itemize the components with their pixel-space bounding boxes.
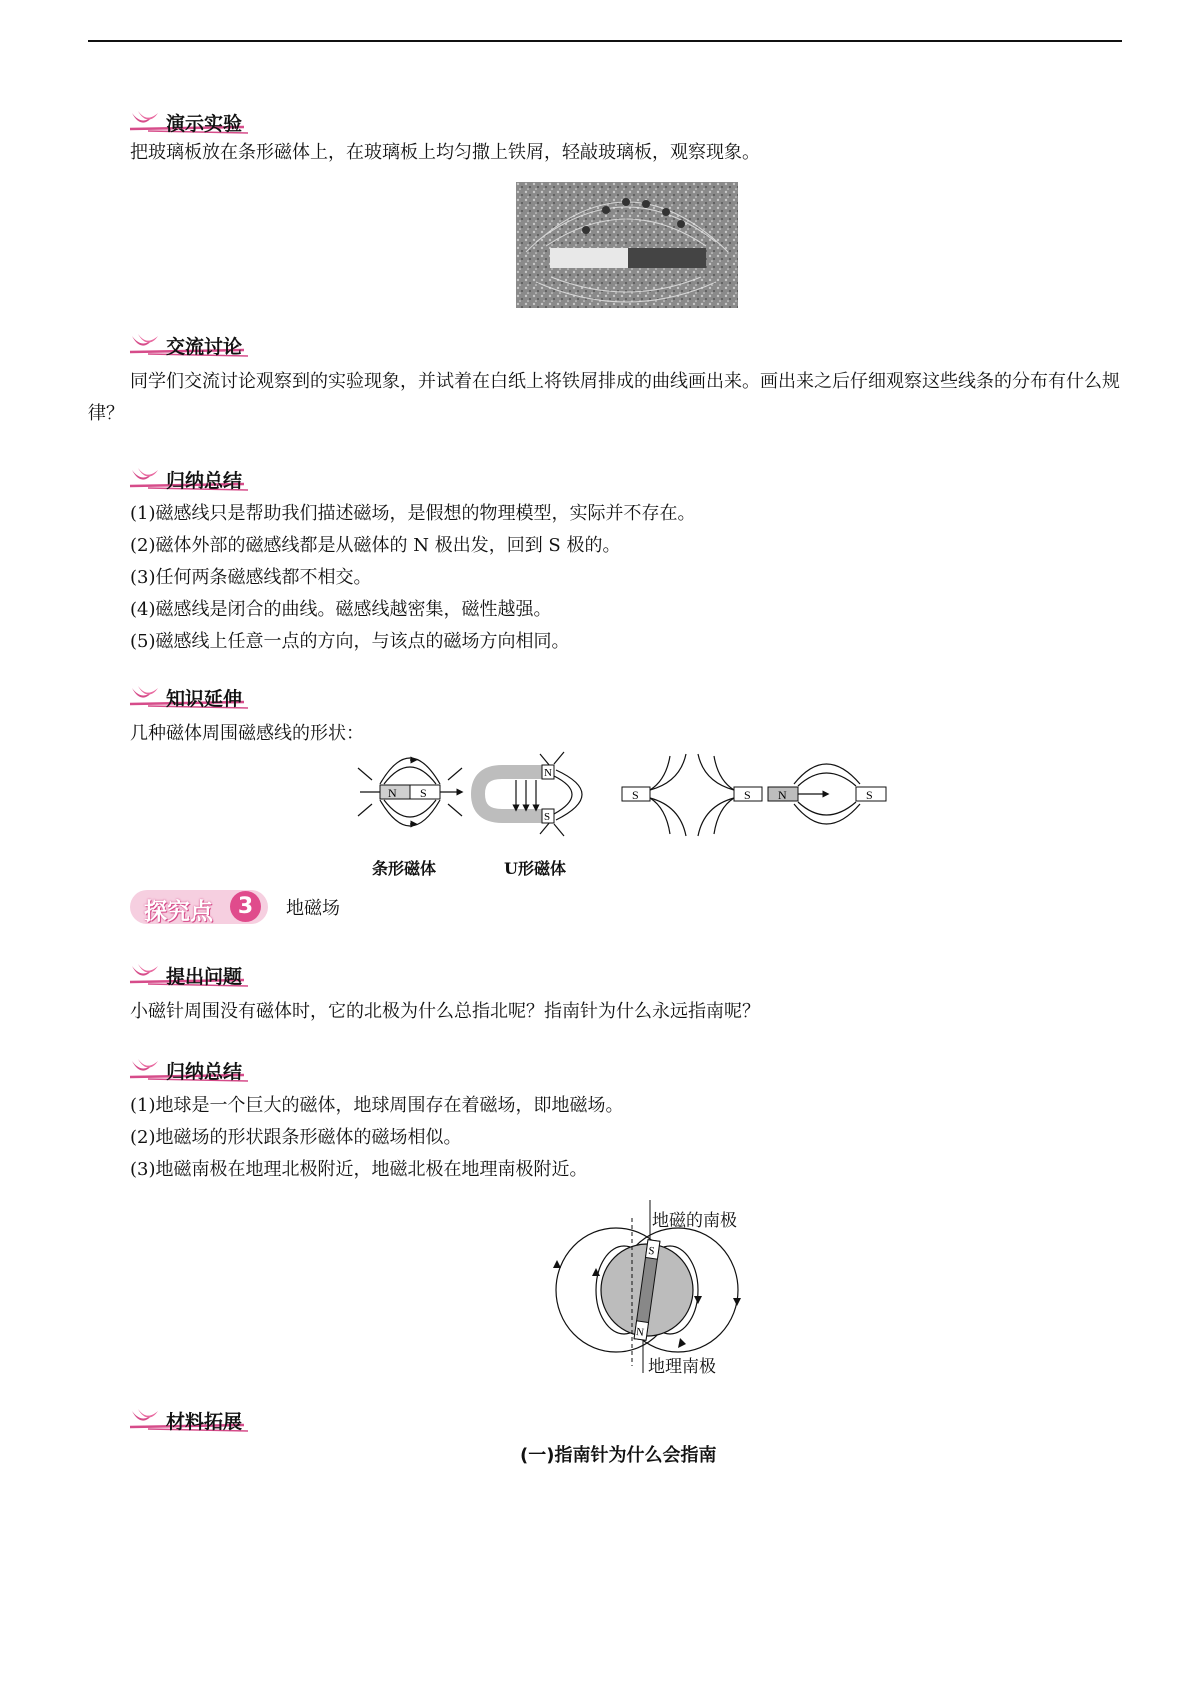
summary2-item: (2)地磁场的形状跟条形磁体的磁场相似。 — [130, 1127, 462, 1148]
badge-label: 探究点 — [144, 899, 213, 925]
caption-bar-magnet: 条形磁体 — [372, 859, 437, 878]
summary1-item: (5)磁感线上任意一点的方向，与该点的磁场方向相同。 — [130, 631, 570, 652]
svg-text:N: N — [778, 788, 787, 802]
summary2-item: (3)地磁南极在地理北极附近，地磁北极在地理南极附近。 — [130, 1159, 588, 1180]
section-heading-material — [128, 1405, 268, 1435]
inquiry-point-title: 地磁场 — [286, 898, 340, 919]
svg-text:S: S — [544, 811, 551, 823]
svg-text:S: S — [420, 786, 427, 800]
discuss-text: 同学们交流讨论观察到的实验现象，并试着在白纸上将铁屑排成的曲线画出来。画出来之后仔细观察这些线条的分布有什么规律？ — [88, 371, 1120, 424]
heading-label: 提出问题 — [166, 966, 243, 988]
repelling-magnets-diagram — [650, 754, 734, 836]
heading-label: 归纳总结 — [166, 470, 243, 492]
demo-text: 把玻璃板放在条形磁体上，在玻璃板上均匀撒上铁屑，轻敲玻璃板，观察现象。 — [130, 142, 760, 163]
question-text: 小磁针周围没有磁体时，它的北极为什么总指北呢？指南针为什么永远指南呢？ — [130, 1001, 760, 1022]
inquiry-point-badge — [130, 890, 268, 924]
summary2-item: (1)地球是一个巨大的磁体，地球周围存在着磁场，即地磁场。 — [130, 1095, 624, 1116]
heading-label: 交流讨论 — [166, 336, 243, 358]
heading-label: 知识延伸 — [166, 688, 243, 710]
badge-number: 3 — [230, 891, 261, 922]
top-rule — [88, 40, 1122, 42]
field-lines-figure — [350, 750, 910, 855]
summary1-item: (2)磁体外部的磁感线都是从磁体的 N 极出发，回到 S 极的。 — [130, 535, 621, 556]
extend-text: 几种磁体周围磁感线的形状： — [130, 723, 364, 744]
section-heading-summary-2 — [128, 1055, 268, 1085]
section-heading-extend — [128, 682, 268, 712]
svg-text:S: S — [744, 788, 751, 802]
label-geomagnetic-south: 地磁的南极 — [652, 1211, 737, 1231]
heading-label: 材料拓展 — [166, 1411, 243, 1433]
svg-text:S: S — [647, 1244, 656, 1258]
section-heading-discuss — [128, 330, 268, 360]
svg-text:N: N — [544, 767, 552, 779]
svg-text:S: S — [632, 788, 639, 802]
svg-text:N: N — [635, 1325, 645, 1339]
heading-label: 归纳总结 — [166, 1061, 243, 1083]
section-heading-summary-1 — [128, 464, 268, 494]
summary1-item: (3)任何两条磁感线都不相交。 — [130, 567, 372, 588]
u-magnet-diagram — [478, 752, 582, 836]
svg-text:S: S — [866, 788, 873, 802]
caption-u-magnet: U形磁体 — [504, 859, 566, 878]
material-subtitle: (一)指南针为什么会指南 — [520, 1445, 717, 1466]
summary1-item: (4)磁感线是闭合的曲线。磁感线越密集，磁性越强。 — [130, 599, 552, 620]
iron-filings-photo — [516, 182, 738, 308]
heading-label: 演示实验 — [166, 113, 243, 135]
section-heading-demo — [128, 107, 268, 137]
label-geographic-south: 地理南极 — [648, 1357, 716, 1377]
svg-text:N: N — [388, 786, 397, 800]
section-heading-question — [128, 960, 268, 990]
attracting-magnets-diagram — [790, 764, 860, 824]
summary1-item: (1)磁感线只是帮助我们描述磁场，是假想的物理模型，实际并不存在。 — [130, 503, 696, 524]
